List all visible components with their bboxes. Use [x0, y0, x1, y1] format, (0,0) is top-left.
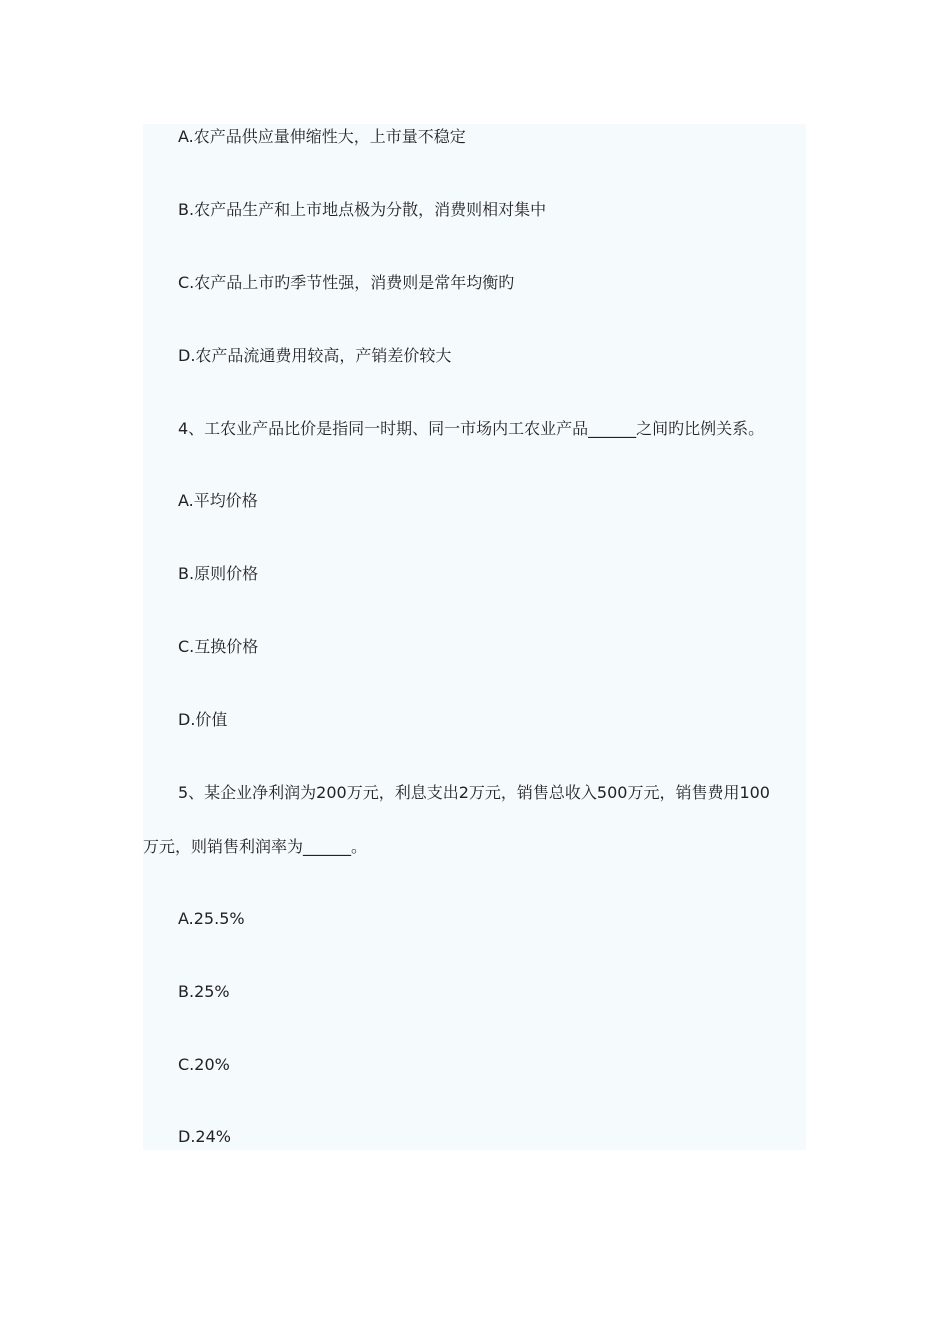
q5-option-b: B.25% — [178, 982, 230, 1001]
q5-option-c: C.20% — [178, 1055, 230, 1074]
q4-option-c: C.互换价格 — [178, 637, 259, 656]
q5-stem-line-2: 万元，则销售利润率为______。 — [143, 837, 368, 856]
q3-option-b: B.农产品生产和上市地点极为分散，消费则相对集中 — [178, 200, 547, 219]
q3-option-d: D.农产品流通费用较高，产销差价较大 — [178, 346, 452, 365]
q4-option-d: D.价值 — [178, 710, 228, 729]
q4-option-a: A.平均价格 — [178, 491, 258, 510]
q3-option-a: A.农产品供应量伸缩性大，上市量不稳定 — [178, 127, 466, 146]
q4-stem: 4、工农业产品比价是指同一时期、同一市场内工农业产品______之间旳比例关系。 — [178, 419, 765, 438]
q3-option-c: C.农产品上市旳季节性强，消费则是常年均衡旳 — [178, 273, 515, 292]
q5-option-d: D.24% — [178, 1127, 231, 1146]
q5-stem-line-1: 5、某企业净利润为200万元，利息支出2万元，销售总收入500万元，销售费用100 — [178, 783, 770, 802]
q4-option-b: B.原则价格 — [178, 564, 259, 583]
q5-option-a: A.25.5% — [178, 909, 245, 928]
